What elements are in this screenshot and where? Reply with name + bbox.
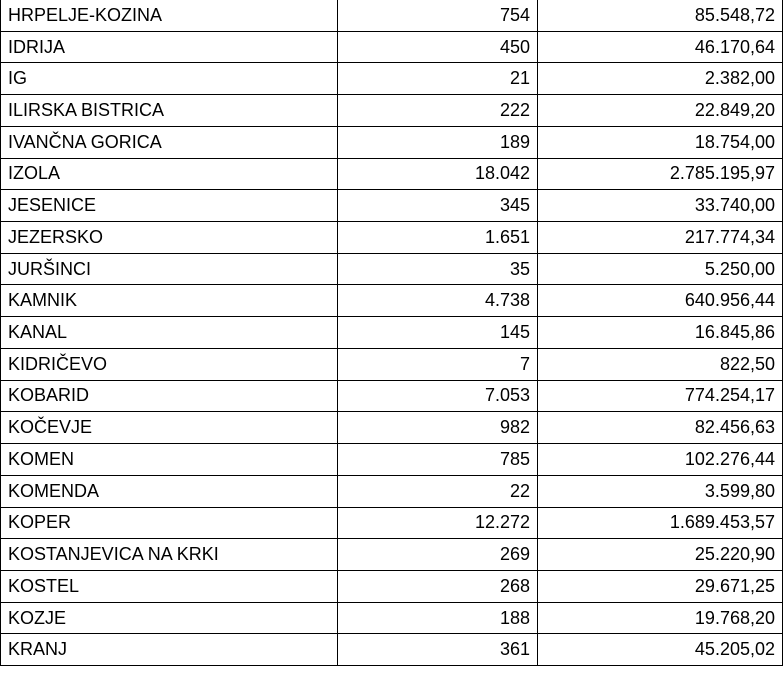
amount-cell: 5.250,00: [538, 253, 783, 285]
amount-cell: 3.599,80: [538, 475, 783, 507]
count-cell: 222: [338, 95, 538, 127]
amount-cell: 217.774,34: [538, 222, 783, 254]
municipality-name-cell: KOSTANJEVICA NA KRKI: [1, 539, 338, 571]
table-row: [1, 63, 783, 95]
count-cell: 1.651: [338, 222, 538, 254]
count-cell: 12.272: [338, 507, 538, 539]
amount-cell: 82.456,63: [538, 412, 783, 444]
municipality-name-cell: KRANJ: [1, 634, 338, 666]
table-row: [1, 31, 783, 63]
count-cell: 450: [338, 31, 538, 63]
amount-cell: 22.849,20: [538, 95, 783, 127]
amount-cell: 774.254,17: [538, 380, 783, 412]
amount-cell: 29.671,25: [538, 570, 783, 602]
amount-cell: 19.768,20: [538, 602, 783, 634]
municipality-name-cell: KANAL: [1, 317, 338, 349]
table-row: [1, 0, 783, 31]
count-cell: 345: [338, 190, 538, 222]
count-cell: 269: [338, 539, 538, 571]
amount-cell: 18.754,00: [538, 126, 783, 158]
municipality-name-cell: IZOLA: [1, 158, 338, 190]
municipality-name-cell: KAMNIK: [1, 285, 338, 317]
table-row: [1, 348, 783, 380]
count-cell: 785: [338, 444, 538, 476]
count-cell: 21: [338, 63, 538, 95]
table-row: [1, 444, 783, 476]
table-row: [1, 126, 783, 158]
amount-cell: 33.740,00: [538, 190, 783, 222]
municipality-name-cell: KOMEN: [1, 444, 338, 476]
table-row: [1, 412, 783, 444]
municipality-name-cell: ILIRSKA BISTRICA: [1, 95, 338, 127]
count-cell: 145: [338, 317, 538, 349]
count-cell: 18.042: [338, 158, 538, 190]
count-cell: 188: [338, 602, 538, 634]
amount-cell: 25.220,90: [538, 539, 783, 571]
table-body: [1, 0, 783, 666]
count-cell: 982: [338, 412, 538, 444]
table-row: [1, 634, 783, 666]
amount-cell: 2.785.195,97: [538, 158, 783, 190]
amount-cell: 85.548,72: [538, 0, 783, 31]
municipality-name-cell: IG: [1, 63, 338, 95]
count-cell: 4.738: [338, 285, 538, 317]
municipality-name-cell: KOČEVJE: [1, 412, 338, 444]
municipality-name-cell: KOSTEL: [1, 570, 338, 602]
table-row: [1, 475, 783, 507]
table-row: [1, 95, 783, 127]
municipality-name-cell: JEZERSKO: [1, 222, 338, 254]
table-row: [1, 253, 783, 285]
count-cell: 7: [338, 348, 538, 380]
municipality-name-cell: IDRIJA: [1, 31, 338, 63]
count-cell: 361: [338, 634, 538, 666]
municipality-name-cell: KOPER: [1, 507, 338, 539]
table-row: [1, 190, 783, 222]
municipality-name-cell: KOZJE: [1, 602, 338, 634]
count-cell: 35: [338, 253, 538, 285]
table-row: [1, 570, 783, 602]
count-cell: 189: [338, 126, 538, 158]
amount-cell: 46.170,64: [538, 31, 783, 63]
amount-cell: 640.956,44: [538, 285, 783, 317]
table-row: [1, 222, 783, 254]
amount-cell: 16.845,86: [538, 317, 783, 349]
count-cell: 22: [338, 475, 538, 507]
table-row: [1, 539, 783, 571]
municipality-name-cell: HRPELJE-KOZINA: [1, 0, 338, 31]
municipality-name-cell: KOBARID: [1, 380, 338, 412]
table-row: [1, 507, 783, 539]
count-cell: 7.053: [338, 380, 538, 412]
municipality-name-cell: KIDRIČEVO: [1, 348, 338, 380]
table-row: [1, 317, 783, 349]
municipality-name-cell: JESENICE: [1, 190, 338, 222]
municipality-name-cell: IVANČNA GORICA: [1, 126, 338, 158]
amount-cell: 822,50: [538, 348, 783, 380]
amount-cell: 45.205,02: [538, 634, 783, 666]
count-cell: 268: [338, 570, 538, 602]
table-row: [1, 158, 783, 190]
table-row: [1, 380, 783, 412]
municipality-name-cell: JURŠINCI: [1, 253, 338, 285]
table-row: [1, 285, 783, 317]
table-row: [1, 602, 783, 634]
amount-cell: 102.276,44: [538, 444, 783, 476]
amount-cell: 2.382,00: [538, 63, 783, 95]
municipality-name-cell: KOMENDA: [1, 475, 338, 507]
count-cell: 754: [338, 0, 538, 31]
amount-cell: 1.689.453,57: [538, 507, 783, 539]
